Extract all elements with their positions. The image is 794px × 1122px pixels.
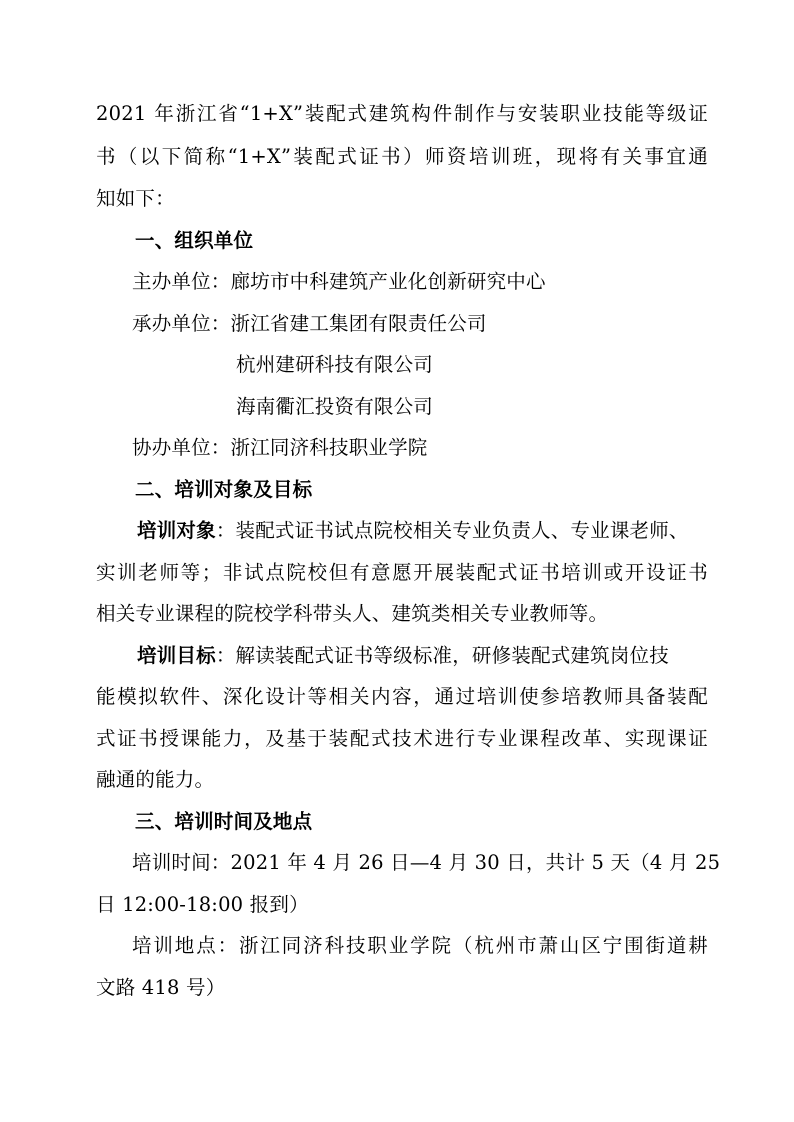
organizer-2: 杭州建研科技有限公司: [236, 353, 434, 376]
organizer-label: 承办单位：: [132, 312, 231, 335]
co-organizer: 协办单位：浙江同济科技职业学院: [132, 436, 428, 459]
target-line-2: 实训老师等；非试点院校但有意愿开展装配式证书培训或开设证书: [96, 561, 708, 584]
target-line-3: 相关专业课程的院校学科带头人、建筑类相关专业教师等。: [96, 602, 609, 625]
place-line-2: 文路 418 号）: [96, 976, 226, 999]
host-unit: 主办单位：廊坊市中科建筑产业化创新研究中心: [132, 270, 546, 293]
target-label: 培训对象: [137, 519, 216, 542]
organizer-3: 海南衢汇投资有限公司: [236, 395, 434, 418]
target-line-1: [137, 518, 689, 544]
time-line-1: 培训时间：2021 年 4 月 26 日—4 月 30 日，共计 5 天（4 月 25: [132, 851, 721, 874]
organizer-1: 浙江省建工集团有限责任公司: [230, 312, 487, 335]
intro-line-2: 书（以下简称“1+X”装配式证书）师资培训班，现将有关事宜通: [96, 145, 708, 168]
goal-line-1: [137, 643, 669, 669]
time-line-2: 日 12:00-18:00 报到）: [96, 893, 309, 916]
section-2-heading: 二、培训对象及目标: [135, 478, 313, 501]
section-1-heading: 一、组织单位: [135, 229, 254, 252]
place-line-1: 培训地点：浙江同济科技职业学院（杭州市萧山区宁围街道耕: [132, 934, 708, 957]
goal-line-2: 能模拟软件、深化设计等相关内容，通过培训使参培教师具备装配: [96, 685, 708, 708]
intro-line-3: 知如下：: [96, 187, 175, 210]
goal-label: 培训目标: [137, 644, 216, 667]
goal-line-4: 融通的能力。: [96, 768, 215, 791]
organizer-row: [132, 311, 487, 337]
target-text-1: ：装配式证书试点院校相关专业负责人、专业课老师、: [215, 519, 689, 542]
goal-text-1: ：解读装配式证书等级标准，研修装配式建筑岗位技: [215, 644, 669, 667]
goal-line-3: 式证书授课能力，及基于装配式技术进行专业课程改革、实现课证: [96, 727, 708, 750]
intro-line-1: 2021 年浙江省“1+X”装配式建筑构件制作与安装职业技能等级证: [96, 102, 708, 125]
section-3-heading: 三、培训时间及地点: [135, 810, 313, 833]
